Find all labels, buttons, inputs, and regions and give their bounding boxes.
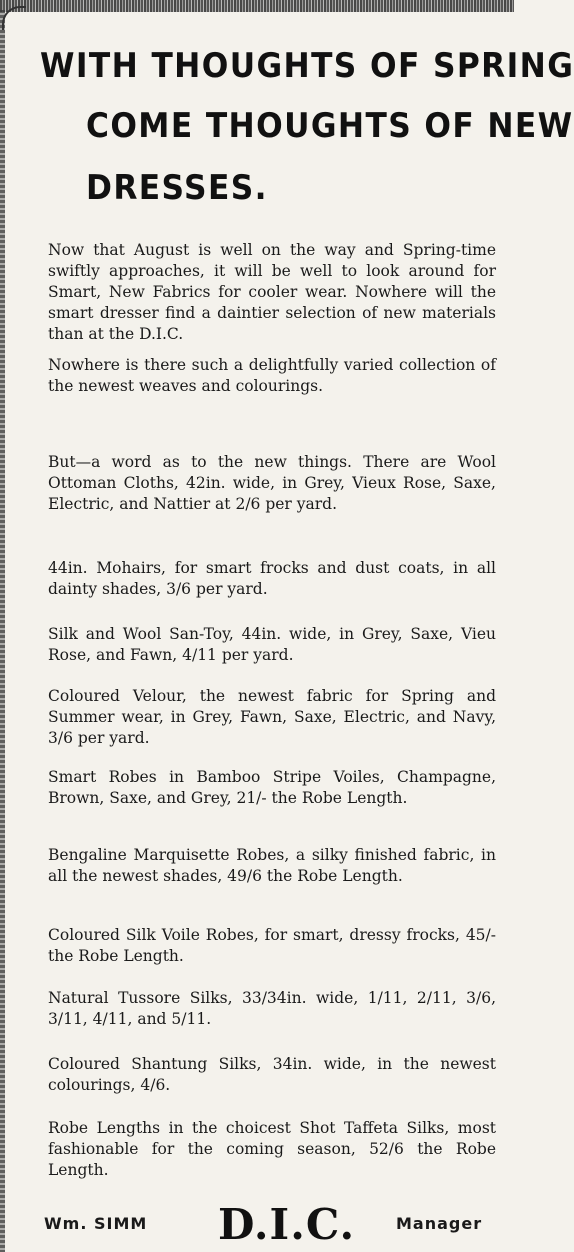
paragraph-san-toy: Silk and Wool San-Toy, 44in. wide, in Grey, Saxe, Vieu Rose, and Fawn, 4/11 per yard. xyxy=(48,625,496,664)
paragraph-intro: Now that August is well on the way and Spring-time swiftly approaches, it will be well to look around for Smart, New Fabrics for cooler wear. Nowhere will the smart dresser find a daintier selection of new materials than at the D.I.C. xyxy=(48,241,496,343)
headline-line-2: COME THOUGHTS OF NEW xyxy=(86,106,574,146)
paragraph-mohairs: 44in. Mohairs, for smart frocks and dust coats, in all dainty shades, 3/6 per yard. xyxy=(48,559,496,598)
paragraph-marquisette: Bengaline Marquisette Robes, a silky finished fabric, in all the newest shades, 49/6 the Robe Length. xyxy=(48,846,496,885)
signature-line xyxy=(0,1200,514,1250)
paragraph-wool-ottoman: But—a word as to the new things. There are Wool Ottoman Cloths, 42in. wide, in Grey, Vieux Rose, Saxe, Electric, and Nattier at 2/6 per yard. xyxy=(48,453,496,513)
paragraph-silk-voile: Coloured Silk Voile Robes, for smart, dressy frocks, 45/- the Robe Length. xyxy=(48,926,496,965)
signature-name: Wm. SIMM xyxy=(44,1214,148,1233)
paragraph-velour: Coloured Velour, the newest fabric for Spring and Summer wear, in Grey, Fawn, Saxe, Electric, and Navy, 3/6 per yard. xyxy=(48,687,496,747)
headline-line-3: DRESSES. xyxy=(86,168,268,208)
paragraph-taffeta: Robe Lengths in the choicest Shot Taffeta Silks, most fashionable for the coming season, 52/6 the Robe Length. xyxy=(48,1119,496,1179)
paragraph-varied-collection: Nowhere is there such a delightfully varied collection of the newest weaves and colourings. xyxy=(48,356,496,395)
signature-title: Manager xyxy=(396,1214,483,1233)
paragraph-shantung: Coloured Shantung Silks, 34in. wide, in the newest colourings, 4/6. xyxy=(48,1055,496,1094)
store-logo-text: D.I.C. xyxy=(218,1200,356,1249)
top-border xyxy=(0,0,514,12)
left-border xyxy=(0,10,5,1252)
paragraph-bamboo-voiles: Smart Robes in Bamboo Stripe Voiles, Champagne, Brown, Saxe, and Grey, 21/- the Robe Length. xyxy=(48,768,496,807)
paragraph-tussore: Natural Tussore Silks, 33/34in. wide, 1/11, 2/11, 3/6, 3/11, 4/11, and 5/11. xyxy=(48,989,496,1028)
headline-line-1: WITH THOUGHTS OF SPRING xyxy=(40,46,574,86)
